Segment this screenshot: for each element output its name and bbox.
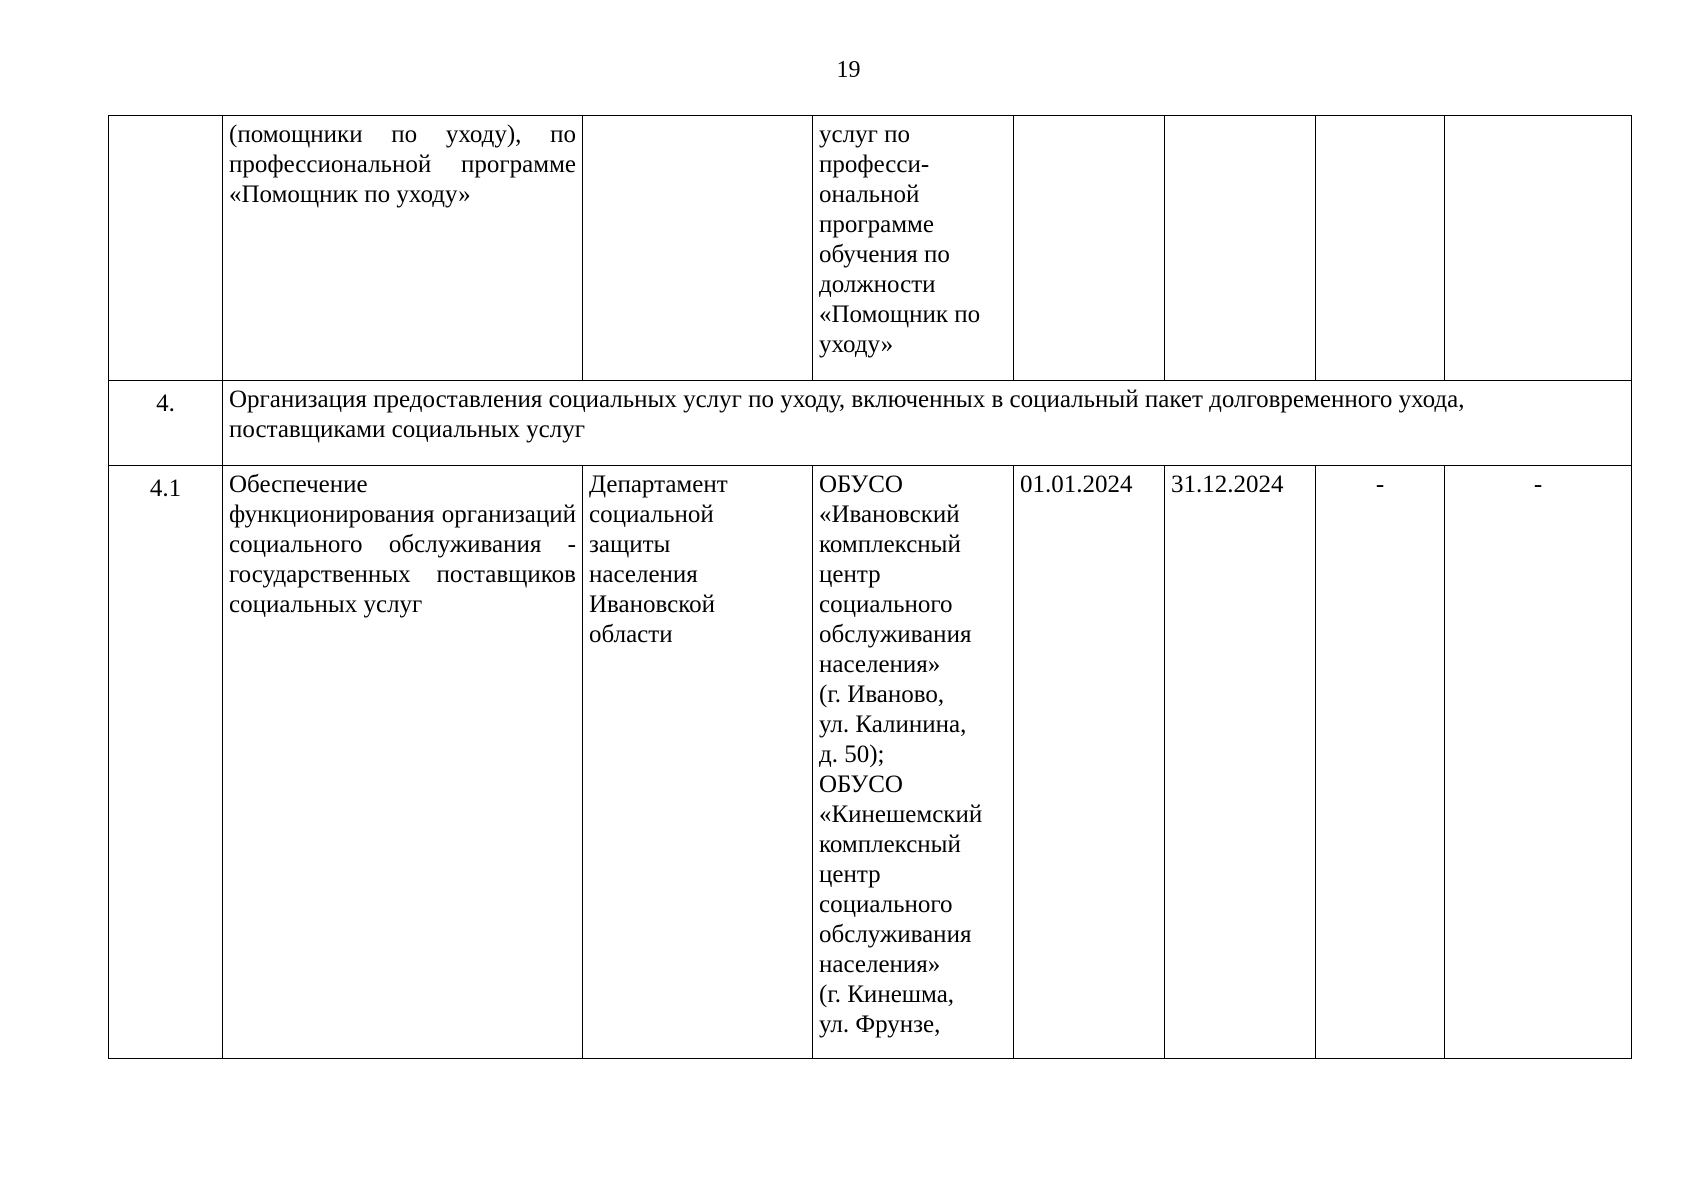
cell-num: 4.1 [109, 466, 223, 1059]
cell-executor: ОБУСО «Ивановский комплексный центр социального обслуживания населения» (г. Иваново, ул. Калинина, д. 50); ОБУСО «Кинешемский комплексный центр социального обслуживания населения» (г. Кинешма, ул. Фрунзе, [813, 466, 1014, 1059]
section-row [109, 381, 1632, 466]
page-number: 19 [836, 57, 861, 83]
cell-executor: услуг по професси- ональной программе обучения по должности «Помощник по уходу» [813, 116, 1014, 381]
cell-num [109, 116, 223, 381]
cell-col7 [1316, 116, 1445, 381]
cell-responsible: Департамент социальной защиты населения Ивановской области [583, 466, 813, 1059]
cell-col8 [1445, 116, 1632, 381]
cell-event-name: (помощники по уходу), по профессиональной программе «Помощник по уходу» [223, 116, 583, 381]
table-row [109, 116, 1632, 381]
section-title: Организация предоставления социальных услуг по уходу, включенных в социальный пакет долговременного ухода, поставщиками социальных услуг [223, 381, 1632, 466]
cell-end-date [1165, 116, 1316, 381]
plan-table [108, 115, 1632, 1059]
cell-event-name: Обеспечение функционирования организаций социального обслуживания - государственных поставщиков социальных услуг [223, 466, 583, 1059]
cell-col8: - [1445, 466, 1632, 1059]
section-num: 4. [109, 381, 223, 466]
cell-col7: - [1316, 466, 1445, 1059]
cell-end-date: 31.12.2024 [1165, 466, 1316, 1059]
cell-responsible [583, 116, 813, 381]
table-row [109, 466, 1632, 1059]
cell-start-date: 01.01.2024 [1014, 466, 1165, 1059]
cell-start-date [1014, 116, 1165, 381]
